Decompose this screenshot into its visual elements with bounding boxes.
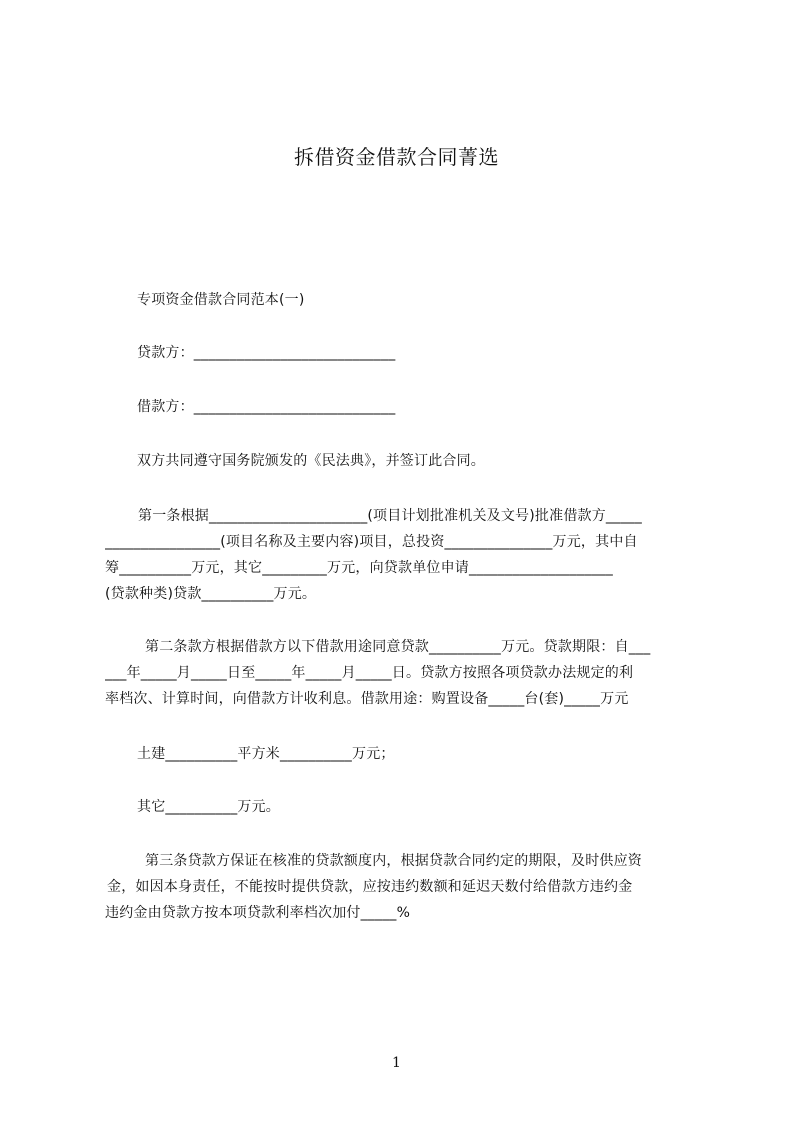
- lender-line: 贷款方：____________________________: [137, 345, 396, 361]
- document-title: 拆借资金借款合同菁选: [294, 145, 499, 169]
- intro-paragraph: 双方共同遵守国务院颁发的《民法典》，并签订此合同。: [137, 453, 485, 469]
- article-3-line: 第三条贷款方保证在核准的贷款额度内，根据贷款合同约定的期限，及时供应资: [145, 853, 642, 869]
- article-1-line: (贷款种类)贷款__________万元。: [105, 586, 317, 602]
- article-1-line: 第一条根据______________________(项目计划批准机关及文号)批准借款方_____: [138, 508, 642, 524]
- article-1-line: 筹__________万元，其它_________万元，向贷款单位申请____________________: [105, 560, 613, 576]
- article-3-line: 金，如因本身责任，不能按时提供贷款，应按违约数额和延迟天数付给借款方违约金: [107, 879, 633, 895]
- construction-line: 土建__________平方米__________万元；: [137, 746, 395, 762]
- article-2-paragraph: [105, 634, 700, 712]
- article-1-paragraph: [105, 503, 700, 607]
- article-1-line: ________________(项目名称及主要内容)项目，总投资_______________万元，其中自: [105, 534, 638, 550]
- article-2-line: 第二条款方根据借款方以下借款用途同意贷款__________万元。贷款期限：自___: [145, 639, 651, 655]
- article-3-line: 违约金由贷款方按本项贷款利率档次加付_____%: [105, 905, 411, 921]
- page-number: 1: [392, 1055, 401, 1071]
- other-line: 其它__________万元。: [137, 799, 280, 815]
- article-2-line: 率档次、计算时间，向借款方计收利息。借款用途：购置设备_____台(套)_____万元: [105, 691, 629, 707]
- article-2-line: ___年_____月_____日至_____年_____月_____日。贷款方按照各项贷款办法规定的利: [105, 665, 634, 681]
- article-3-paragraph: [105, 848, 700, 926]
- contract-subtitle: 专项资金借款合同范本(一): [137, 292, 305, 308]
- borrower-line: 借款方：____________________________: [137, 399, 396, 415]
